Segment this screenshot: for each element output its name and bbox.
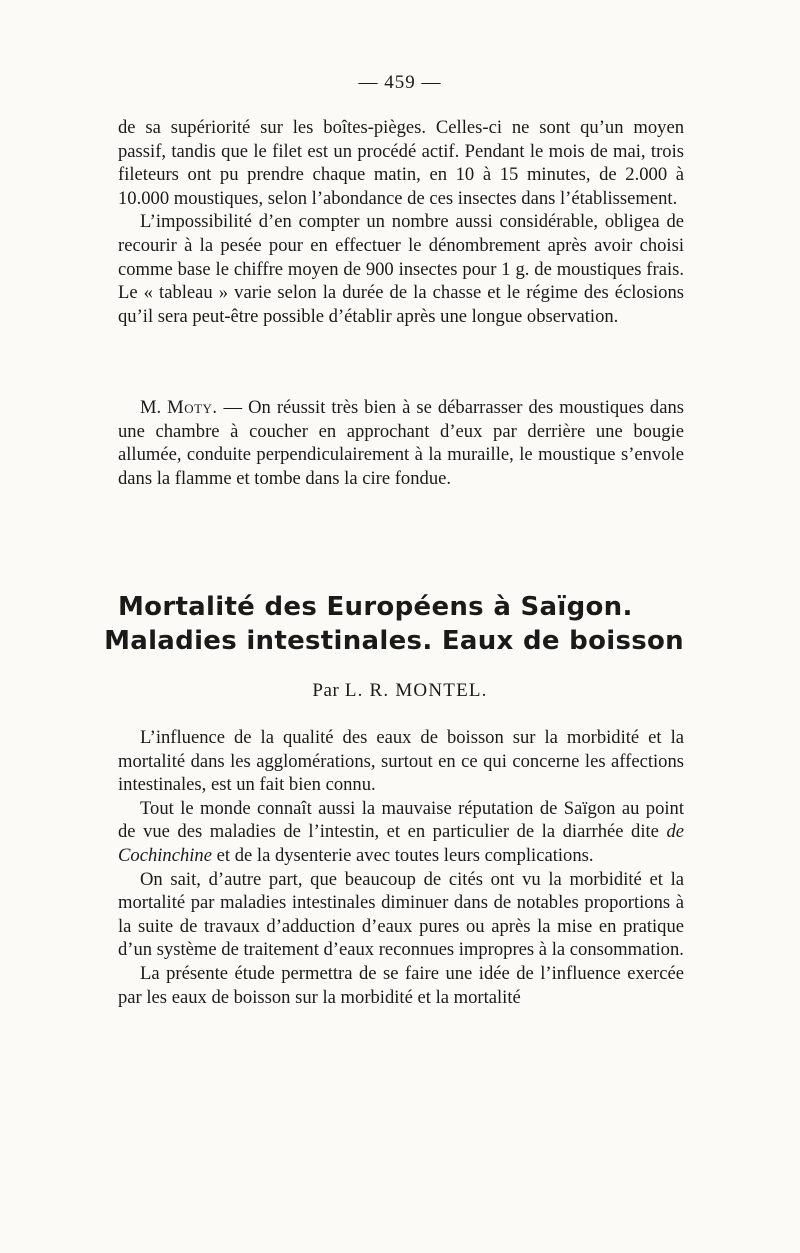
- author-name: L. R. MONTEL.: [344, 680, 488, 701]
- continued-text-block: [118, 116, 684, 328]
- article-body: [118, 726, 684, 1009]
- page-number: — 459 —: [358, 72, 442, 93]
- paragraph: L’influence de la qualité des eaux de boisson sur la morbidité et la mortalité dans les agglomérations, surtout en ce qui concerne les affections intestinales, est un fait bien connu.: [118, 727, 684, 796]
- paragraph: On sait, d’autre part, que beaucoup de cités ont vu la morbidité et la mortalité par maladies intestinales diminuer dans de notables proportions à la suite de travaux d’adduction d’eaux pures ou après la mise en pratique d’un système de traitement d’eaux reconnues impropres à la consommation.: [118, 868, 684, 961]
- remark-text: — On réussit très bien à se débarrasser des moustiques dans une chambre à coucher en approchant d’eux par derrière une bougie allumée, conduite perpendiculairement à la muraille, le moustique s’envole dans la flamme et tombe dans la cire fondue.: [118, 397, 684, 489]
- italic-term: de Cochinchine: [118, 821, 684, 866]
- paragraph: L’impossibilité d’en compter un nombre aussi considérable, obligea de recourir à la pesée pour en effectuer le dénombrement après avoir choisi comme base le chiffre moyen de 900 insectes pour 1 g. de moustiques frais. Le « tableau » varie selon la durée de la chasse et le régime des éclosions qu’il sera peut-être possible d’établir après une longue observation.: [118, 211, 684, 327]
- paragraph: [118, 797, 684, 868]
- paragraph: La présente étude permettra de se faire une idée de l’influence exercée par les eaux de boisson sur la morbidité et la mortalité: [118, 962, 684, 1008]
- paragraph-text: Tout le monde connaît aussi la mauvaise réputation de Saïgon au point de vue des maladies de l’intestin, et en particulier de la diarrhée dite: [118, 797, 684, 843]
- article-author: [0, 680, 800, 702]
- speaker-prefix: M.: [140, 397, 168, 418]
- author-prefix: Par: [312, 680, 340, 701]
- speaker-name: Moty.: [167, 397, 218, 418]
- article-title-line-2: Maladies intestinales. Eaux de boisson: [104, 626, 684, 656]
- paragraph: [118, 396, 684, 490]
- paragraph-text: et de la dysenterie avec toutes leurs complications.: [211, 844, 594, 866]
- discussion-remark: [118, 396, 684, 490]
- paragraph: de sa supériorité sur les boîtes-pièges. Celles-ci ne sont qu’un moyen passif, tandis que le filet est un procédé actif. Pendant le mois de mai, trois fileteurs ont pu prendre chaque matin, en 10 à 15 minutes, de 2.000 à 10.000 moustiques, selon l’abondance de ces insectes dans l’établissement.: [118, 117, 684, 209]
- article-title-line-1: Mortalité des Européens à Saïgon.: [118, 592, 633, 622]
